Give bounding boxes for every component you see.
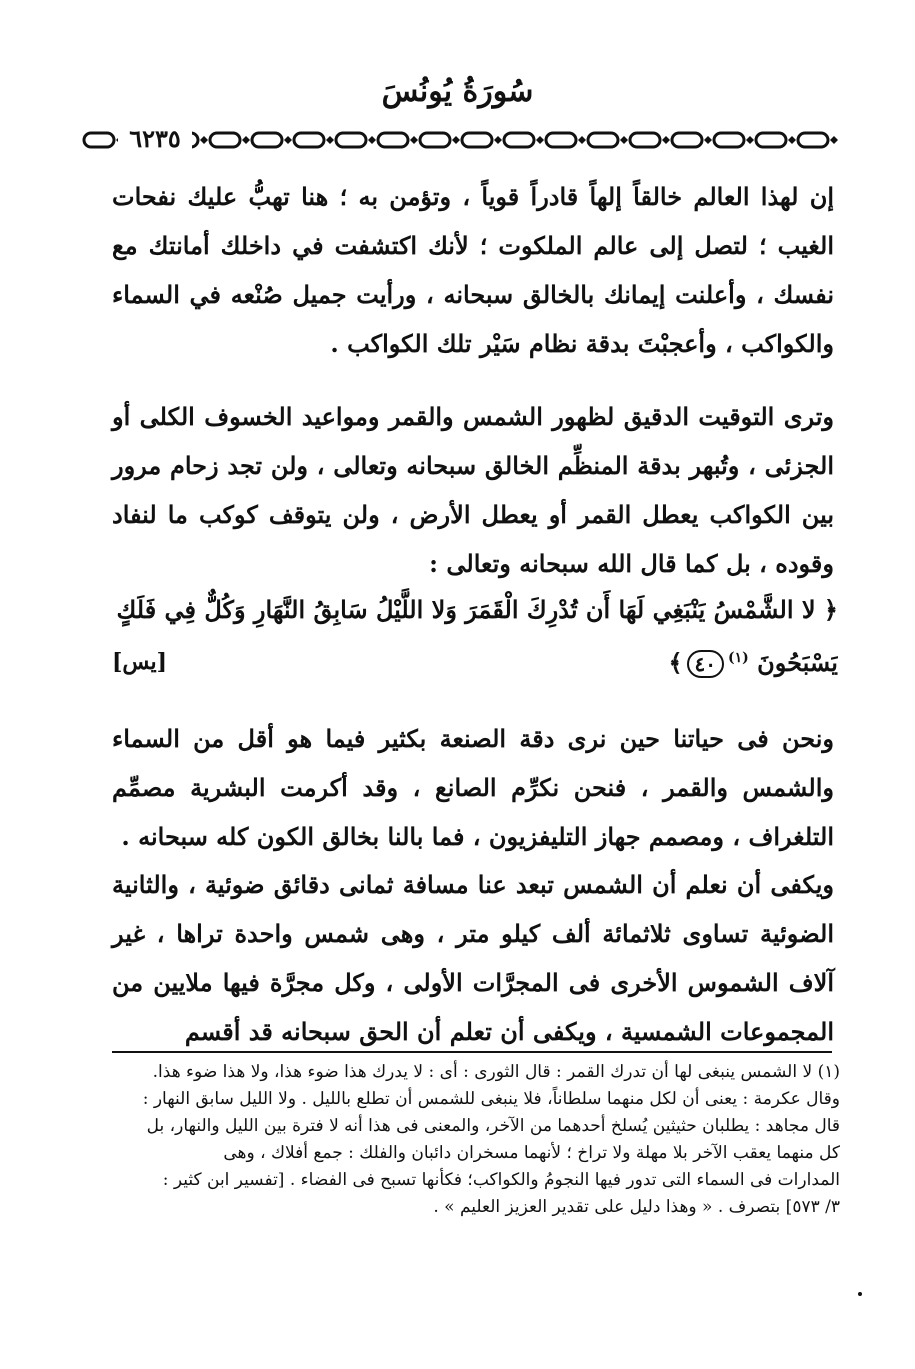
chain-diamond [326, 136, 334, 144]
page-number: ٦٢٣٥ [118, 122, 192, 156]
footnote-line: (١) لا الشمس ينبغى لها أن تدرك القمر : قال الثورى : أى : لا يدرك هذا ضوء هذا، ولا هذا ضوء هذا. [152, 1062, 840, 1082]
chain-diamond [536, 136, 544, 144]
chain-diamond [368, 136, 376, 144]
chain-diamond [452, 136, 460, 144]
chain-diamond [242, 136, 250, 144]
chain-link [420, 133, 450, 147]
paragraph-3: ونحن فى حياتنا حين نرى دقة الصنعة بكثير فيما هو أقل من السماء والشمس والقمر ، فنحن نكرِّم الصانع ، وقد أكرمت البشرية مصمِّم التلغراف ، ومصمم جهاز التليفزيون ، فما بالنا بخالق الكون كله سبحانه . [112, 724, 834, 851]
chain-diamond [494, 136, 502, 144]
chain-diamond [830, 136, 838, 144]
surah-reference: [يس] [112, 649, 167, 675]
chain-diamond [662, 136, 670, 144]
chain-link [672, 133, 702, 147]
chain-diamond [200, 136, 208, 144]
chain-link [378, 133, 408, 147]
footnote-marker: (١) [728, 650, 749, 666]
footnotes [112, 1059, 840, 1221]
chain-link [504, 133, 534, 147]
chain-link [462, 133, 492, 147]
chain-diamond [620, 136, 628, 144]
chain-link [756, 133, 786, 147]
footnote-line: المدارات فى السماء التى تدور فيها النجومُ والكواكب؛ فكأنها تسبح فى الفضاء . [تفسير ابن كثير : [162, 1170, 840, 1190]
ayah-number-badge: ٤٠ [687, 650, 724, 678]
page-speck [858, 1292, 862, 1296]
chain-link [714, 133, 744, 147]
chain-link [546, 133, 576, 147]
chain-link [336, 133, 366, 147]
chain-diamond [284, 136, 292, 144]
chain-link [252, 133, 282, 147]
chain-diamond [578, 136, 586, 144]
verse-line-2 [104, 634, 838, 687]
chain-link [210, 133, 240, 147]
verse-word: يَسْبَحُونَ [757, 648, 838, 677]
chain-link [84, 133, 114, 147]
chain-diamond [410, 136, 418, 144]
footnote-line: ٣/ ٥٧٣] بتصرف . « وهذا دليل على تقدير العزيز العليم » . [433, 1197, 840, 1217]
footnote-divider [112, 1051, 832, 1053]
footnote-line: وقال عكرمة : يعنى أن لكل منهما سلطاناً، فلا ينبغى للشمس أن تطلع بالليل . ولا الليل سابق النهار : [142, 1089, 840, 1109]
quran-verse [104, 586, 838, 687]
verse-line-1: ﴿ لا الشَّمْسُ يَنْبَغِي لَهَا أَن تُدْرِكَ الْقَمَرَ وَلا اللَّيْلُ سَابِقُ النَّهَارِ وَكُلٌّ فِي فَلَكٍ [116, 595, 838, 624]
chain-link [294, 133, 324, 147]
verse-closing-bracket: ﴾ [668, 648, 683, 677]
paragraph-4: ويكفى أن نعلم أن الشمس تبعد عنا مسافة ثمانى دقائق ضوئية ، والثانية الضوئية تساوى ثلاثمائة ألف كيلو متر ، وهى شمس واحدة تراها ، غير آلاف الشموس الأخرى فى المجرَّات الأولى ، وكل مجرَّة فيها ملايين من المجموعات الشمسية ، ويكفى أن تعلم أن الحق سبحانه قد أقسم [112, 870, 834, 1046]
chain-link [798, 133, 828, 147]
chain-link [588, 133, 618, 147]
chain-diamond [704, 136, 712, 144]
chain-diamond [788, 136, 796, 144]
footnote-line: قال مجاهد : يطلبان حثيثين يُسلخ أحدهما من الآخر، والمعنى فى هذا أنه لا فترة بين الليل والنهار، بل [146, 1116, 840, 1136]
chain-diamond [746, 136, 754, 144]
ornament-chain-divider [80, 122, 850, 158]
paragraph-2: وترى التوقيت الدقيق لظهور الشمس والقمر ومواعيد الخسوف الكلى أو الجزئى ، وتُبهر بدقة المنظِّم الخالق سبحانه وتعالى ، ولن تجد زحام مرور بين الكواكب يعطل القمر أو يعطل الأرض ، ولن يتوقف كوكب ما لنفاد وقوده ، بل كما قال الله سبحانه وتعالى : [112, 402, 834, 578]
footnote-line: كل منهما يعقب الآخر بلا مهلة ولا تراخ ؛ لأنهما مسخران دائبان والفلك : جمع أفلاك ، وهى [223, 1143, 840, 1163]
paragraph-1: إن لهذا العالم خالقاً إلهاً قادراً قوياً ، وتؤمن به ؛ هنا تهبُّ عليك نفحات الغيب ؛ لتصل إلى عالم الملكوت ؛ لأنك اكتشفت في داخلك أمانتك مع نفسك ، وأعلنت إيمانك بالخالق سبحانه ، ورأيت جميل صُنْعه في السماء والكواكب ، وأعجبْتَ بدقة نظام سَيْر تلك الكواكب . [112, 182, 834, 358]
surah-title: سُورَةُ يُونُسَ [381, 74, 534, 109]
chain-link [630, 133, 660, 147]
